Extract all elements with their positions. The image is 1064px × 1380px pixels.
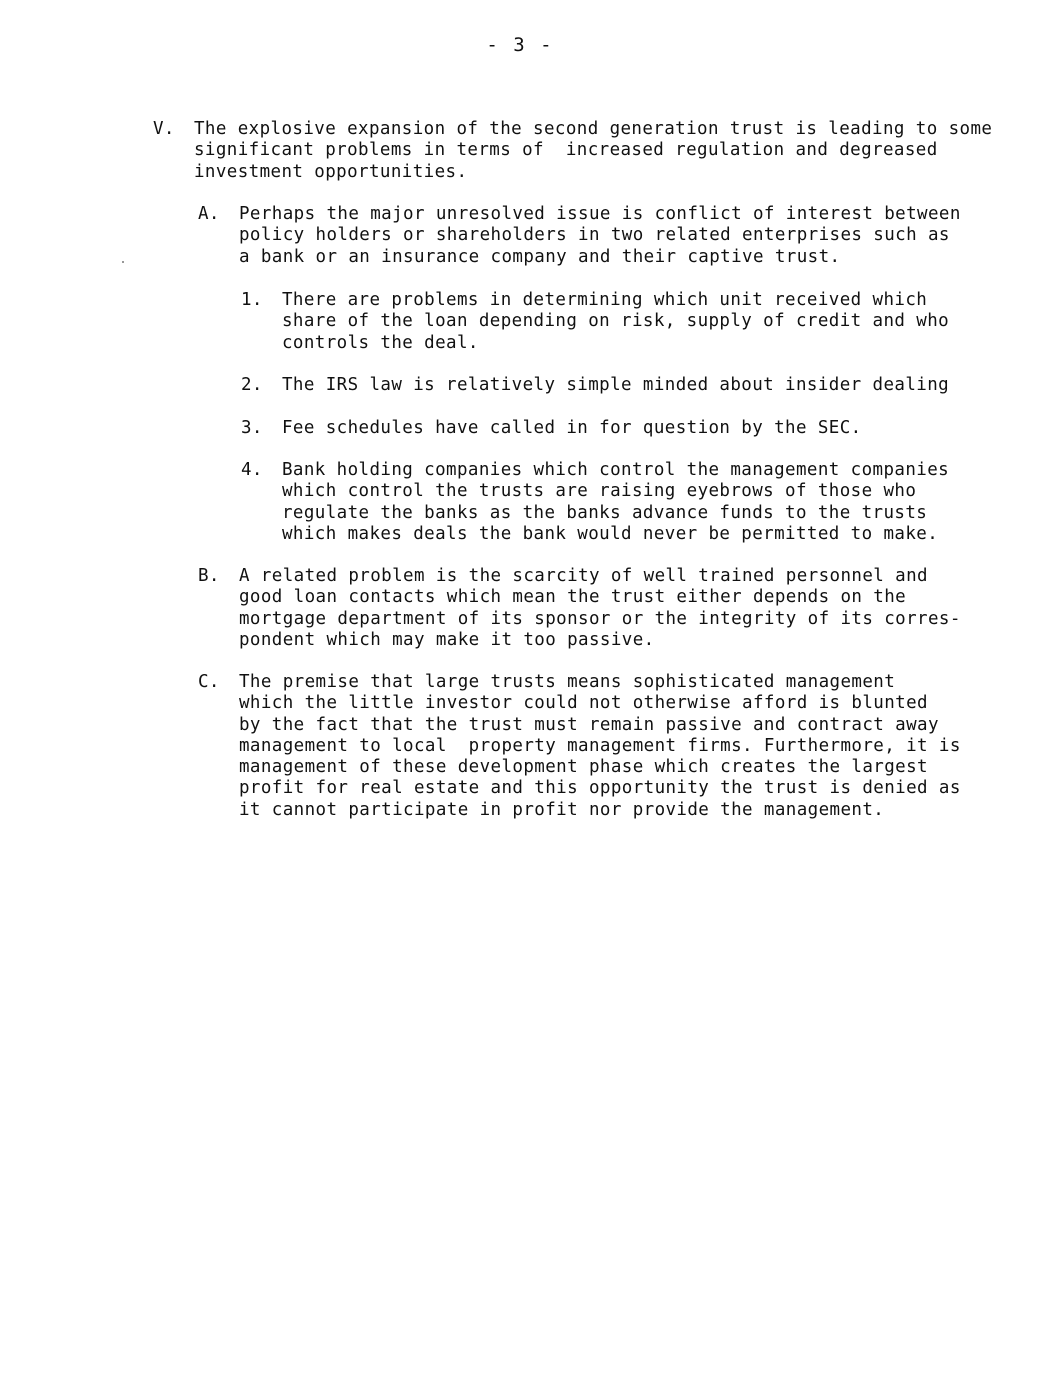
item-4-marker: 4. — [241, 460, 263, 480]
item-2-marker: 2. — [241, 375, 263, 395]
item-2-text — [282, 375, 949, 396]
item-2 — [241, 375, 949, 396]
item-4-text — [282, 460, 949, 545]
item-1-marker: 1. — [241, 290, 263, 310]
item-3 — [241, 418, 862, 439]
item-c-line-3: by the fact that the trust must remain passive and contract away — [239, 714, 939, 735]
scan-mark — [122, 261, 124, 263]
item-b-marker: B. — [198, 566, 220, 586]
item-c-line-5: management of these development phase which creates the largest — [239, 757, 928, 778]
section-v — [153, 119, 992, 183]
section-v-line-3: investment opportunities. — [194, 161, 468, 182]
item-2-line-1: The IRS law is relatively simple minded about insider dealing — [282, 375, 950, 395]
item-b — [198, 566, 961, 651]
item-c-line-1: The premise that large trusts means sophisticated management — [239, 672, 896, 692]
item-1-line-1: There are problems in determining which unit received which — [282, 290, 928, 310]
section-v-text — [194, 119, 992, 183]
item-1 — [241, 290, 949, 354]
item-a-line-2: policy holders or shareholders in two related enterprises such as — [239, 225, 950, 246]
section-v-marker: V. — [153, 119, 175, 139]
item-b-line-3: mortgage department of its sponsor or the integrity of its corres- — [239, 608, 961, 629]
item-1-text — [282, 290, 949, 354]
item-1-line-3: controls the deal. — [282, 332, 479, 353]
item-c-line-4: management to local property management firms. Furthermore, it is — [239, 735, 961, 756]
page-number: - 3 - — [486, 34, 554, 56]
item-4 — [241, 460, 949, 545]
section-v-line-1: The explosive expansion of the second generation trust is leading to some — [194, 119, 993, 139]
item-c-marker: C. — [198, 672, 220, 692]
item-4-line-1: Bank holding companies which control the management companies — [282, 460, 950, 480]
item-a — [198, 204, 961, 268]
item-c — [198, 672, 961, 821]
item-c-text — [239, 672, 961, 821]
item-3-line-1: Fee schedules have called in for question by the SEC. — [282, 418, 862, 438]
item-b-line-2: good loan contacts which mean the trust either depends on the — [239, 587, 907, 608]
item-3-text — [282, 418, 862, 439]
item-4-line-3: regulate the banks as the banks advance funds to the trusts — [282, 502, 928, 523]
item-a-line-3: a bank or an insurance company and their captive trust. — [239, 246, 841, 267]
item-a-marker: A. — [198, 204, 220, 224]
item-4-line-2: which control the trusts are raising eyebrows of those who — [282, 481, 917, 502]
item-3-marker: 3. — [241, 418, 263, 438]
item-c-line-6: profit for real estate and this opportunity the trust is denied as — [239, 778, 961, 799]
item-b-line-1: A related problem is the scarcity of well trained personnel and — [239, 566, 928, 586]
item-c-line-7: it cannot participate in profit nor provide the management. — [239, 799, 885, 820]
item-b-text — [239, 566, 961, 651]
section-v-line-2: significant problems in terms of increased regulation and degreased — [194, 140, 938, 161]
item-1-line-2: share of the loan depending on risk, supply of credit and who — [282, 311, 950, 332]
item-a-line-1: Perhaps the major unresolved issue is conflict of interest between — [239, 204, 961, 224]
item-c-line-2: which the little investor could not otherwise afford is blunted — [239, 693, 928, 714]
item-b-line-4: pondent which may make it too passive. — [239, 629, 655, 650]
item-a-text — [239, 204, 961, 268]
item-4-line-4: which makes deals the bank would never be permitted to make. — [282, 523, 939, 544]
